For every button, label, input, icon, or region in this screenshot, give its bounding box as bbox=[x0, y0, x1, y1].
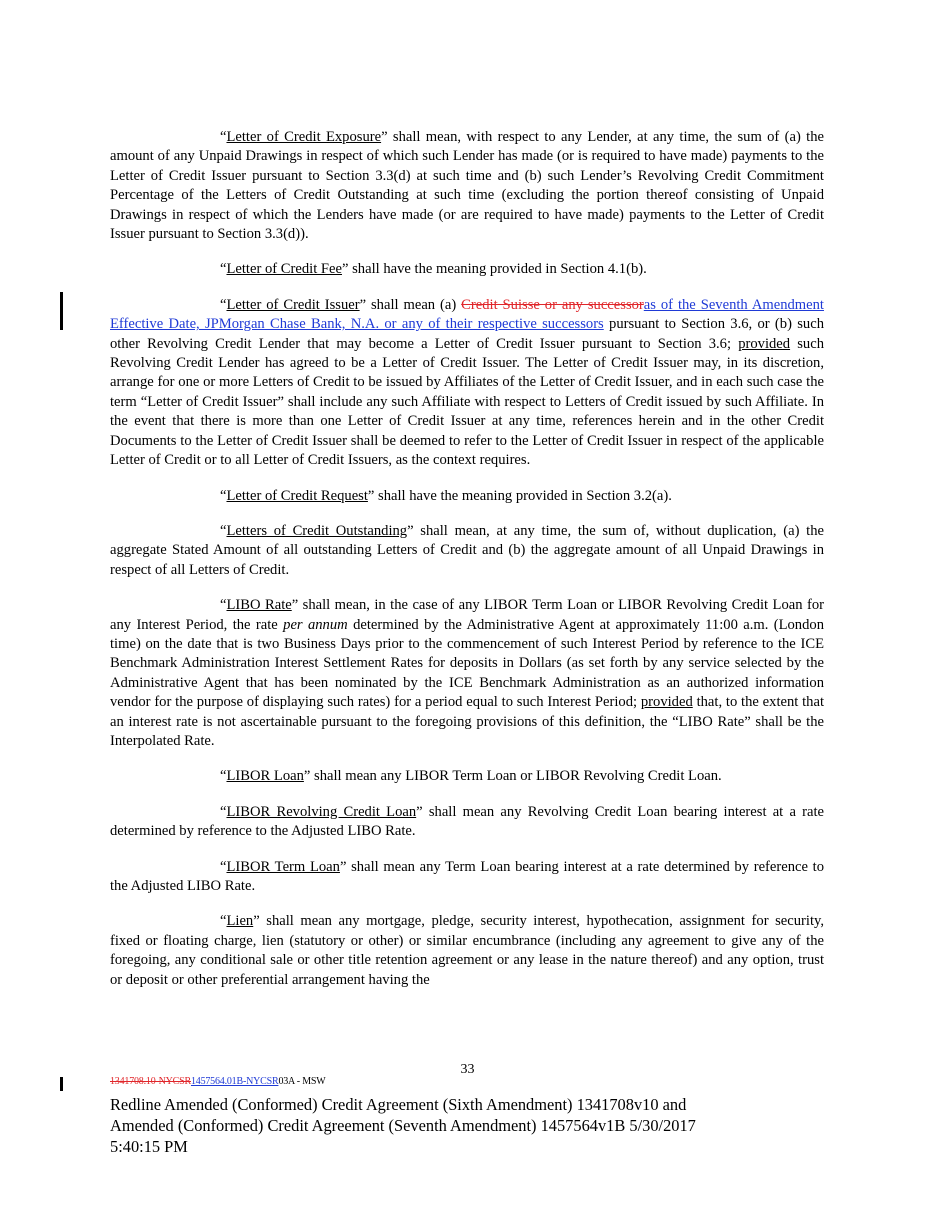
footer-line-3: 5:40:15 PM bbox=[110, 1137, 188, 1156]
doc-id-suffix: 03A - MSW bbox=[278, 1076, 326, 1087]
deleted-doc-id: 1341708.10-NYCSR bbox=[110, 1076, 191, 1087]
italic-term: per annum bbox=[283, 616, 348, 633]
definition-letter-of-credit-exposure: “Letter of Credit Exposure” shall mean, with respect to any Lender, at any time, the sum of (a) the amount of any Unpaid Drawings in respect of which such Lender has made (or is required to have made) payments to the Letter of Credit Issuer pursuant to Section 3.3(d) at such time and (b) such Lender’s Revolving Credit Commitment Percentage of the Letters of Credit Outstanding at such time (excluding the portion thereof consisting of Unpaid Drawings in respect of which the Lenders have made (or are required to have made) payments to the Letter of Credit Issuer pursuant to Section 3.3(d)). bbox=[110, 129, 824, 243]
defined-term: Letter of Credit Exposure bbox=[226, 129, 382, 145]
change-bar-footer bbox=[60, 1077, 63, 1091]
footer-line-2: Amended (Conformed) Credit Agreement (Seventh Amendment) 1457564v1B 5/30/2017 bbox=[110, 1116, 696, 1135]
redline-footer bbox=[110, 1094, 810, 1157]
defined-term: Lien bbox=[226, 913, 254, 930]
footer-line-1: Redline Amended (Conformed) Credit Agreement (Sixth Amendment) 1341708v10 and bbox=[110, 1095, 687, 1114]
deleted-text: Credit Suisse or any successor bbox=[461, 296, 644, 313]
defined-term: LIBOR Loan bbox=[226, 768, 304, 785]
definition-libor-loan: “LIBOR Loan” shall mean any LIBOR Term Loan or LIBOR Revolving Credit Loan. bbox=[220, 768, 722, 785]
definition-libor-term-loan: “LIBOR Term Loan” shall mean any Term Loan bearing interest at a rate determined by reference to the Adjusted LIBO Rate. bbox=[110, 858, 825, 894]
defined-term: Letter of Credit Fee bbox=[226, 261, 342, 278]
document-id bbox=[110, 1076, 326, 1087]
definition-letter-of-credit-fee: “Letter of Credit Fee” shall have the meaning provided in Section 4.1(b). bbox=[220, 261, 647, 278]
defined-term: Letter of Credit Request bbox=[226, 487, 368, 504]
defined-term: Letter of Credit Issuer bbox=[226, 296, 360, 313]
defined-term: LIBOR Term Loan bbox=[226, 858, 340, 875]
provided-term: provided bbox=[640, 694, 693, 711]
definition-letter-of-credit-request: “Letter of Credit Request” shall have the meaning provided in Section 3.2(a). bbox=[220, 487, 672, 504]
definition-libor-revolving-credit-loan: “LIBOR Revolving Credit Loan” shall mean any Revolving Credit Loan bearing interest at a rate determined by reference to the Adjusted LIBO Rate. bbox=[110, 803, 824, 840]
definition-letters-of-credit-outstanding: “Letters of Credit Outstanding” shall mean, at any time, the sum of, without duplication, (a) the aggregate Stated Amount of all outstanding Letters of Credit and (b) the aggregate amount of all Unpaid Drawings in respect of all Letters of Credit. bbox=[110, 522, 824, 578]
definition-lien: “Lien” shall mean any mortgage, pledge, security interest, hypothecation, assignment for security, fixed or floating charge, lien (statutory or other) or similar encumbrance (including any agreement to give any of the foregoing, any conditional sale or other title retention agreement or any lease in the nature thereof) and any option, trust or deposit or other preferential arrangement having the bbox=[110, 913, 824, 988]
defined-term: LIBO Rate bbox=[226, 597, 292, 614]
document-body bbox=[110, 128, 824, 1006]
page-number: 33 bbox=[460, 1062, 475, 1077]
definition-letter-of-credit-issuer: “Letter of Credit Issuer” shall mean (a) Credit Suisse or any successoras of the Seventh Amendment Effective Date, JPMorgan Chase Bank, N.A. or any of their respective successors pursuant to Section 3.6, or (b) such other Revolving Credit Lender that may become a Letter of Credit Issuer pursuant to Section 3.6; provided such Revolving Credit Lender has agreed to be a Letter of Credit Issuer. The Letter of Credit Issuer may, in its discretion, arrange for one or more Letters of Credit to be issued by Affiliates of the Letter of Credit Issuer, and in each such case the term “Letter of Credit Issuer” shall include any such Affiliate with respect to Letters of Credit issued by such Affiliate. In the event that there is more than one Letter of Credit Issuer at any time, references herein and in the other Credit Documents to the Letter of Credit Issuer shall be deemed to refer to the Letter of Credit Issuer in respect of the applicable Letter of Credit or to all Letter of Credit Issuers, as the context requires. bbox=[110, 296, 824, 469]
defined-term: Letters of Credit Outstanding bbox=[226, 522, 408, 539]
provided-term: provided bbox=[738, 335, 791, 352]
change-bar bbox=[60, 292, 63, 330]
defined-term: LIBOR Revolving Credit Loan bbox=[226, 803, 417, 820]
inserted-text: as of the Seventh Amendment Effective Date, JPMorgan Chase Bank, N.A. or any of their respective successors bbox=[110, 296, 824, 333]
inserted-doc-id: 1457564.01B-NYCSR bbox=[190, 1076, 279, 1087]
definition-libo-rate: “LIBO Rate” shall mean, in the case of any LIBOR Term Loan or LIBOR Revolving Credit Loan for any Interest Period, the rate per annum determined by the Administrative Agent at approximately 11:00 a.m. (London time) on the date that is two Business Days prior to the commencement of such Interest Period by reference to the ICE Benchmark Administration Interest Settlement Rates for deposits in Dollars (as set forth by any service selected by the Administrative Agent that has been nominated by the ICE Benchmark Administration as an authorized information vendor for the purpose of displaying such rates) for a period equal to such Interest Period; provided that, to the extent that an interest rate is not ascertainable pursuant to the foregoing provisions of this definition, the “LIBO Rate” shall be the Interpolated Rate. bbox=[110, 597, 825, 749]
